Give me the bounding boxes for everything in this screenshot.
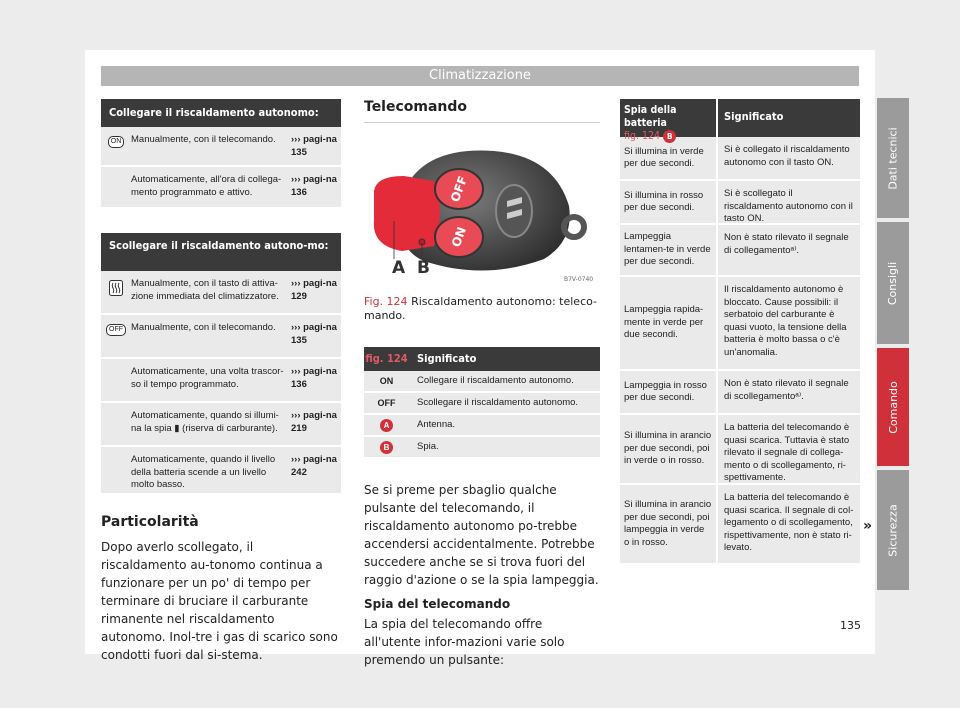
- meaning-cell: La batteria del telecomando è quasi scarica. Tuttavia è stato rilevato il segnale di collega-mento o di scollegamento, ri-spettivamente.: [724, 422, 850, 483]
- battery-indicator-table: [620, 99, 860, 565]
- meaning-cell: Si è collegato il riscaldamento autonomo con il tasto ON.: [724, 144, 850, 168]
- remote-figure: [364, 131, 600, 285]
- table-row: [364, 393, 600, 415]
- table-row: [101, 359, 341, 403]
- tab-label: Dati tecnici: [886, 126, 900, 190]
- page-ref-link[interactable]: ››› pagi-na 136: [291, 174, 337, 198]
- tab-sicurezza[interactable]: [877, 470, 909, 590]
- label-b: B: [417, 258, 430, 278]
- label-b-badge: B: [380, 441, 393, 454]
- on-label: ON: [448, 225, 470, 249]
- label-a-badge: A: [380, 419, 393, 432]
- table-row: [364, 437, 600, 459]
- indicator-cell: Lampeggia in rosso per due secondi.: [620, 371, 718, 413]
- page-number: 135: [840, 619, 861, 632]
- indicator-cell: Si illumina in verde per due secondi.: [620, 137, 718, 179]
- figure-caption: [364, 295, 600, 323]
- remote-control-illustration: [364, 131, 600, 285]
- row-text: Automaticamente, quando il livello della batteria scende a un livello molto basso.: [131, 454, 276, 490]
- row-text: Manualmente, con il tasto di attiva-zione immediata del climatizzatore.: [131, 278, 279, 302]
- tab-comando[interactable]: [877, 348, 909, 466]
- table-row: [101, 167, 341, 209]
- page-ref-link[interactable]: ››› pagi-na 135: [291, 134, 337, 158]
- right-column: [620, 99, 860, 565]
- value-cell: Antenna.: [417, 418, 456, 430]
- table-row: [620, 277, 860, 371]
- meaning-cell: Non è stato rilevato il segnale di scollegamentoᵃ⁾.: [724, 378, 849, 402]
- off-label: OFF: [447, 174, 471, 204]
- caption-label: Fig. 124: [364, 295, 408, 308]
- table-row: [101, 315, 341, 359]
- page-ref-link[interactable]: ››› pagi-na 129: [291, 278, 337, 302]
- label-a: A: [392, 258, 406, 278]
- continue-arrow-icon: »: [863, 518, 873, 534]
- section-title: Particolarità: [101, 514, 199, 530]
- key-cell: OFF: [377, 397, 396, 408]
- particolarita-section: [101, 514, 341, 664]
- table-row: [620, 485, 860, 565]
- connect-table-title: Collegare il riscaldamento autonomo:: [101, 99, 341, 127]
- meaning-cell: Il riscaldamento autonomo è bloccato. Cause possibili: il serbatoio del carburante è quasi vuoto, la tensione della batteria è molto bassa o c'è un'anomalia.: [724, 284, 847, 358]
- on-key-icon: ON: [108, 136, 125, 148]
- table-row: [101, 447, 341, 495]
- page-ref-link[interactable]: ››› pagi-na 135: [291, 322, 337, 346]
- connect-table: [101, 99, 341, 209]
- meaning-cell: La batteria del telecomando è quasi scarica. Il segnale di col-legamento o di scollegamento, rispettivamente, non è stato ri-levato.: [724, 492, 854, 553]
- row-text: Automaticamente, all'ora di collega-mento programmato e attivo.: [131, 174, 282, 198]
- table-row: [101, 403, 341, 447]
- row-text: Manualmente, con il telecomando.: [131, 322, 276, 333]
- meaning-table: [364, 347, 600, 459]
- disconnect-table-title: Scollegare il riscaldamento autono-mo:: [101, 233, 341, 271]
- tab-label: Consigli: [886, 261, 900, 305]
- indicator-cell: Si illumina in arancio per due secondi, poi lampeggia in verde o in rosso.: [620, 485, 718, 563]
- value-cell: Scollegare il riscaldamento autonomo.: [417, 396, 579, 408]
- page-ref-link[interactable]: ››› pagi-na 219: [291, 410, 337, 434]
- header-cell: Significato: [417, 352, 477, 365]
- table-header: [620, 99, 860, 142]
- heater-icon: [109, 280, 123, 296]
- key-cell: ON: [379, 375, 394, 386]
- body-text: Se si preme per sbaglio qualche pulsante del telecomando, il riscaldamento autonomo po-trebbe accendersi accidentalmente. Potrebbe succedere anche se si trova fuori del raggio d'azione o se la spia lampeggia.: [364, 483, 599, 587]
- table-row: [620, 137, 860, 181]
- page-ref-link[interactable]: ››› pagi-na 136: [291, 366, 337, 390]
- table-row: [101, 127, 341, 167]
- left-column: [101, 99, 341, 664]
- table-row: [101, 271, 341, 315]
- header-cell: Significato: [724, 110, 784, 123]
- table-row: [620, 181, 860, 225]
- body-text: Dopo averlo scollegato, il riscaldamento au-tonomo continua a funzionare per un po' di tempo per terminare di bruciare il carburante rimanente nel riscaldamento autonomo. Inol-tre i gas di scarico sono condotti fuori dal si-stema.: [101, 540, 338, 662]
- header-cell: [620, 99, 718, 142]
- indicator-cell: Lampeggia lentamen-te in verde per due secondi.: [620, 225, 718, 275]
- figure-code: B7V-0740: [564, 276, 594, 283]
- caption-text: Riscaldamento autonomo: teleco-mando.: [364, 295, 598, 322]
- tab-consigli[interactable]: [877, 222, 909, 344]
- table-row: [364, 415, 600, 437]
- row-text: Automaticamente, una volta trascor-so il tempo programmato.: [131, 366, 284, 390]
- value-cell: Spia.: [417, 440, 439, 452]
- indicator-cell: Lampeggia rapida-mente in verde per due secondi.: [620, 277, 718, 369]
- table-row: [364, 371, 600, 393]
- value-cell: Collegare il riscaldamento autonomo.: [417, 374, 574, 386]
- indicator-cell: Si illumina in rosso per due secondi.: [620, 181, 718, 223]
- section-title: Telecomando: [364, 99, 600, 123]
- meaning-cell: Si è scollegato il riscaldamento autonomo con il tasto ON.: [724, 188, 853, 224]
- disconnect-table: [101, 233, 341, 495]
- meaning-cell: Non è stato rilevato il segnale di collegamentoᵃ⁾.: [724, 232, 849, 256]
- table-row: [620, 415, 860, 485]
- off-key-icon: OFF: [106, 324, 126, 336]
- body-text: La spia del telecomando offre all'utente infor-mazioni varie solo premendo un pulsante:: [364, 617, 565, 667]
- table-header: [364, 347, 600, 371]
- tab-dati-tecnici[interactable]: [877, 98, 909, 218]
- chapter-header: Climatizzazione: [101, 66, 859, 86]
- table-row: [620, 371, 860, 415]
- middle-column: [364, 99, 600, 669]
- table-row: [620, 225, 860, 277]
- subsection-title: Spia del telecomando: [364, 597, 511, 611]
- row-text: Automaticamente, quando si illumi-na la spia ▮ (riserva di carburante).: [131, 410, 279, 434]
- label-b-badge: B: [663, 130, 676, 143]
- header-title: Spia della batteria: [624, 104, 677, 129]
- page-ref-link[interactable]: ››› pagi-na 242: [291, 454, 337, 478]
- row-text: Manualmente, con il telecomando.: [131, 134, 276, 145]
- indicator-cell: Si illumina in arancio per due secondi, poi in verde o in rosso.: [620, 415, 718, 483]
- figure-ref: fig. 124: [624, 130, 660, 142]
- tab-label: Sicurezza: [886, 503, 900, 557]
- header-cell: fig. 124: [365, 352, 408, 365]
- tab-label: Comando: [886, 380, 900, 434]
